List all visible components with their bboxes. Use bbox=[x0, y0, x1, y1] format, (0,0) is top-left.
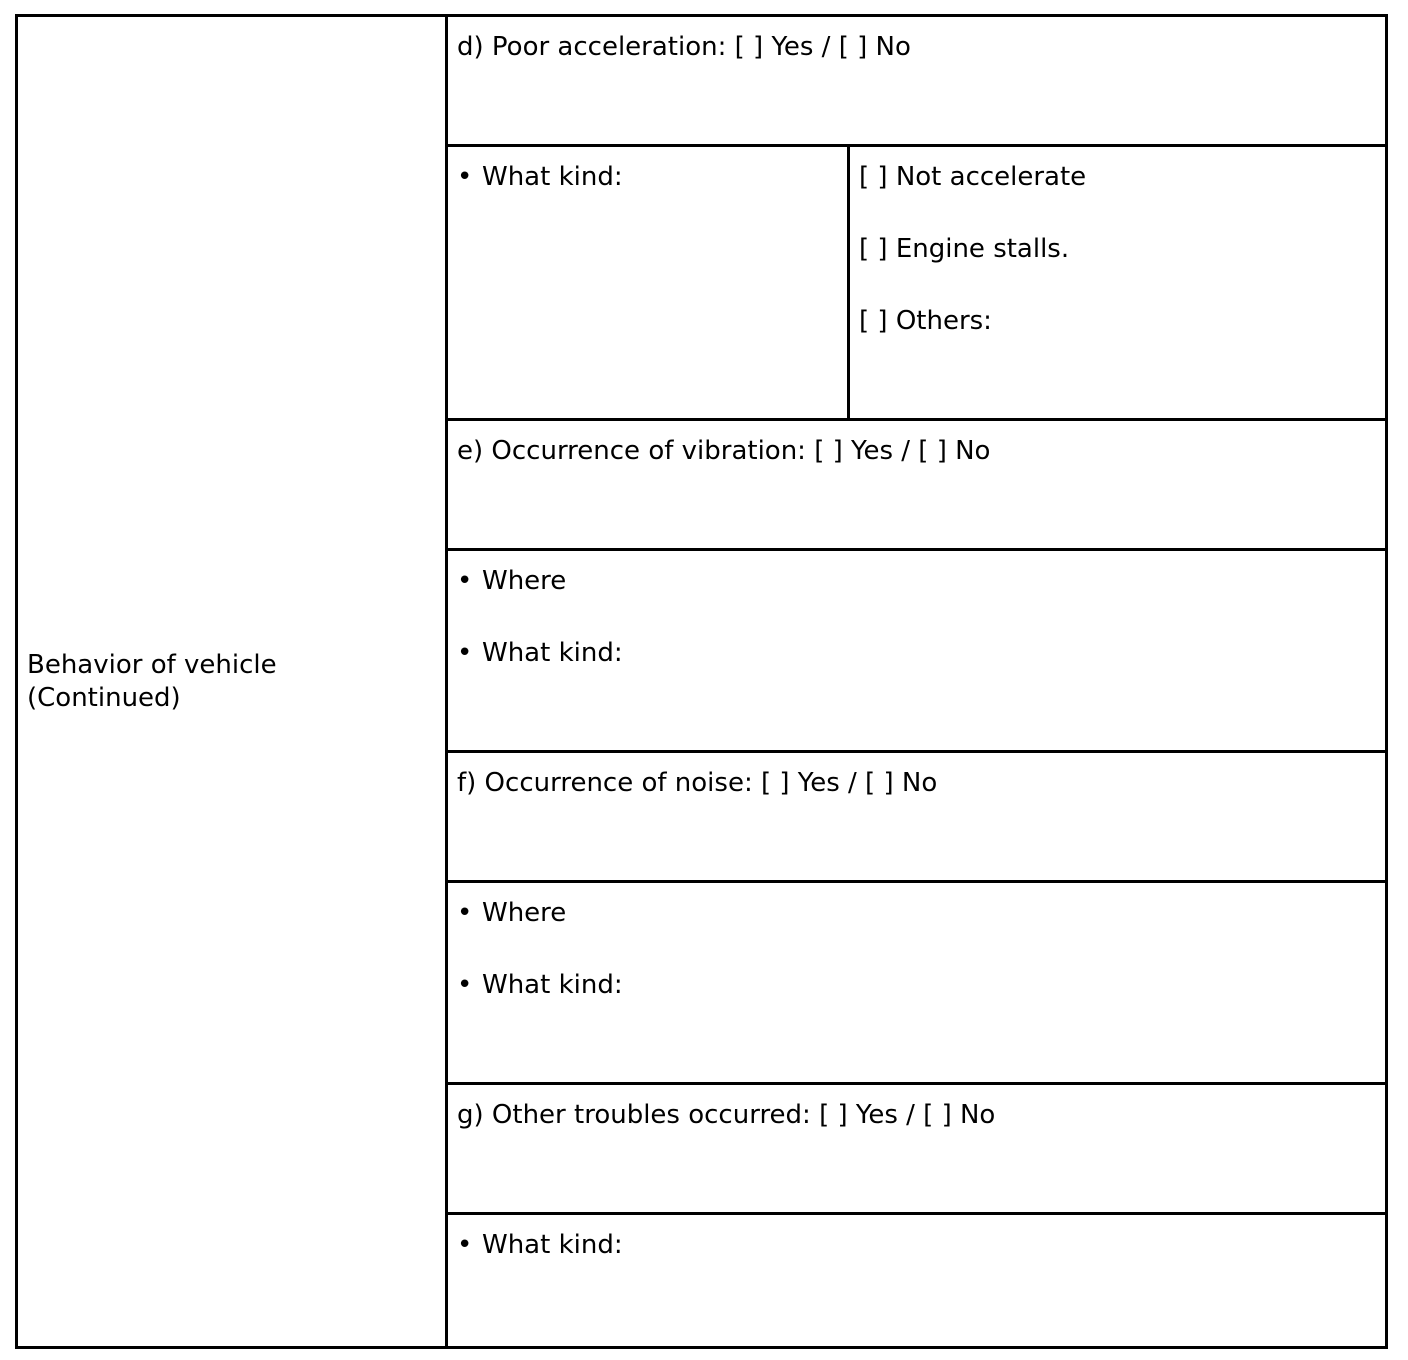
section-label-line-2: (Continued) bbox=[27, 682, 181, 713]
vibration-where-item bbox=[457, 565, 1376, 598]
bullet-icon: • bbox=[457, 162, 473, 192]
vibration-kind-item bbox=[457, 637, 1376, 670]
bullet-icon: • bbox=[457, 1230, 473, 1260]
option-engine-stalls: [ ] Engine stalls. bbox=[859, 234, 1070, 264]
noise-heading: f) Occurrence of noise: [ ] Yes / [ ] No bbox=[457, 768, 938, 798]
poor-acceleration-options-cell bbox=[849, 146, 1387, 420]
bullet-icon: • bbox=[457, 898, 473, 928]
noise-where-label: Where bbox=[482, 898, 567, 928]
vibration-details-cell bbox=[447, 550, 1387, 752]
poor-acceleration-kind-cell bbox=[447, 146, 849, 420]
vibration-where-label: Where bbox=[482, 566, 567, 596]
poor-acceleration-heading: d) Poor acceleration: [ ] Yes / [ ] No bbox=[457, 32, 911, 62]
vibration-heading: e) Occurrence of vibration: [ ] Yes / [ ] No bbox=[457, 436, 991, 466]
noise-details-cell bbox=[447, 882, 1387, 1084]
vehicle-behavior-form bbox=[15, 14, 1388, 1349]
other-troubles-kind-item bbox=[457, 1229, 1376, 1262]
vibration-kind-label: What kind: bbox=[482, 638, 623, 668]
noise-kind-item bbox=[457, 969, 1376, 1002]
other-troubles-details-cell bbox=[447, 1214, 1387, 1348]
other-troubles-cell bbox=[447, 1084, 1387, 1214]
option-others: [ ] Others: bbox=[859, 306, 992, 336]
bullet-icon: • bbox=[457, 566, 473, 596]
option-not-accelerate: [ ] Not accelerate bbox=[859, 162, 1087, 192]
section-label-line-1: Behavior of vehicle bbox=[27, 649, 277, 680]
vibration-cell bbox=[447, 420, 1387, 550]
bullet-icon: • bbox=[457, 638, 473, 668]
section-label-cell bbox=[17, 16, 447, 1348]
other-troubles-heading: g) Other troubles occurred: [ ] Yes / [ ] No bbox=[457, 1100, 996, 1130]
noise-cell bbox=[447, 752, 1387, 882]
noise-where-item bbox=[457, 897, 1376, 930]
poor-acceleration-kind-item bbox=[457, 161, 838, 194]
poor-acceleration-cell bbox=[447, 16, 1387, 146]
other-troubles-kind-label: What kind: bbox=[482, 1230, 623, 1260]
poor-acceleration-kind-label: What kind: bbox=[482, 162, 623, 192]
noise-kind-label: What kind: bbox=[482, 970, 623, 1000]
bullet-icon: • bbox=[457, 970, 473, 1000]
